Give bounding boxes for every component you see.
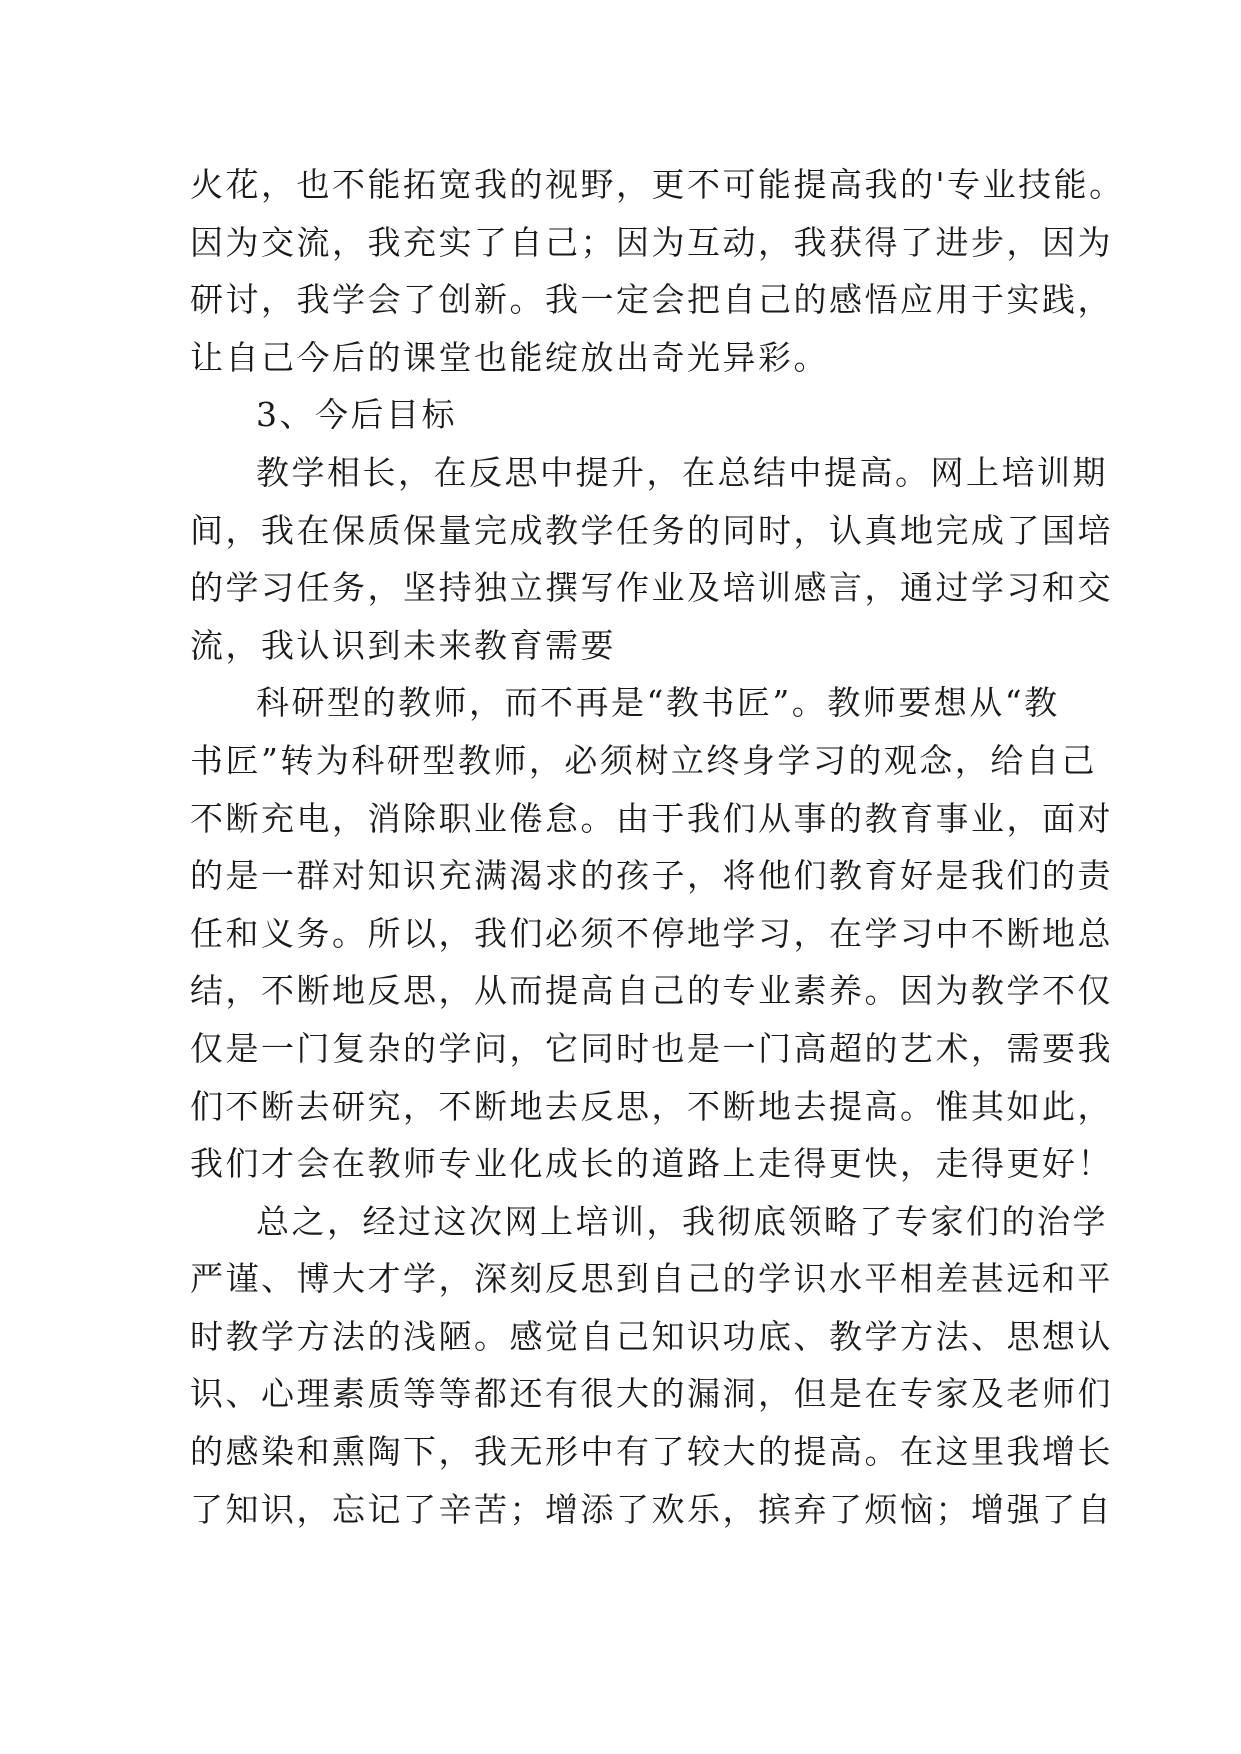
text-line: 流，我认识到未来教育需要 bbox=[190, 625, 616, 665]
text-line: 间，我在保质保量完成教学任务的同时，认真地完成了国培 bbox=[190, 510, 1113, 550]
text-line: 任和义务。所以，我们必须不停地学习，在学习中不断地总 bbox=[190, 913, 1113, 953]
text-line: 让自己今后的课堂也能绽放出奇光异彩。 bbox=[190, 337, 829, 377]
text-line: 不断充电，消除职业倦怠。由于我们从事的教育事业，面对 bbox=[190, 798, 1113, 838]
text-line: 3、今后目标 bbox=[256, 395, 457, 435]
text-line: 结，不断地反思，从而提高自己的专业素养。因为教学不仅 bbox=[190, 971, 1113, 1011]
text-line: 的学习任务，坚持独立撰写作业及培训感言，通过学习和交 bbox=[190, 568, 1113, 608]
text-line: 的感染和熏陶下，我无形中有了较大的提高。在这里我增长 bbox=[190, 1432, 1113, 1472]
text-line: 总之，经过这次网上培训，我彻底领略了专家们的治学 bbox=[256, 1201, 1108, 1241]
text-line: 的是一群对知识充满渴求的孩子，将他们教育好是我们的责 bbox=[190, 856, 1113, 896]
text-line: 教学相长，在反思中提升，在总结中提高。网上培训期 bbox=[256, 452, 1108, 492]
text-line: 我们才会在教师专业化成长的道路上走得更快，走得更好！ bbox=[190, 1144, 1113, 1184]
text-line: 了知识，忘记了辛苦；增添了欢乐，摈弃了烦恼；增强了自 bbox=[190, 1489, 1113, 1529]
text-line: 科研型的教师，而不再是“教书匠”。教师要想从“教 bbox=[256, 683, 1060, 723]
document-body bbox=[190, 156, 1125, 1538]
text-line: 火花，也不能拓宽我的视野，更不可能提高我的'专业技能。 bbox=[190, 165, 1125, 204]
text-line: 书匠”转为科研型教师，必须树立终身学习的观念，给自己 bbox=[190, 740, 1097, 780]
text-line: 们不断去研究，不断地去反思，不断地去提高。惟其如此， bbox=[190, 1086, 1113, 1126]
text-line: 研讨，我学会了创新。我一定会把自己的感悟应用于实践， bbox=[190, 280, 1113, 320]
text-line: 仅是一门复杂的学问，它同时也是一门高超的艺术，需要我 bbox=[190, 1028, 1113, 1068]
text-line: 识、心理素质等等都还有很大的漏洞，但是在专家及老师们 bbox=[190, 1374, 1113, 1414]
text-line: 因为交流，我充实了自己；因为互动，我获得了进步，因为 bbox=[190, 222, 1113, 262]
text-line: 严谨、博大才学，深刻反思到自己的学识水平相差甚远和平 bbox=[190, 1259, 1113, 1299]
text-line: 时教学方法的浅陋。感觉自己知识功底、教学方法、思想认 bbox=[190, 1316, 1113, 1356]
